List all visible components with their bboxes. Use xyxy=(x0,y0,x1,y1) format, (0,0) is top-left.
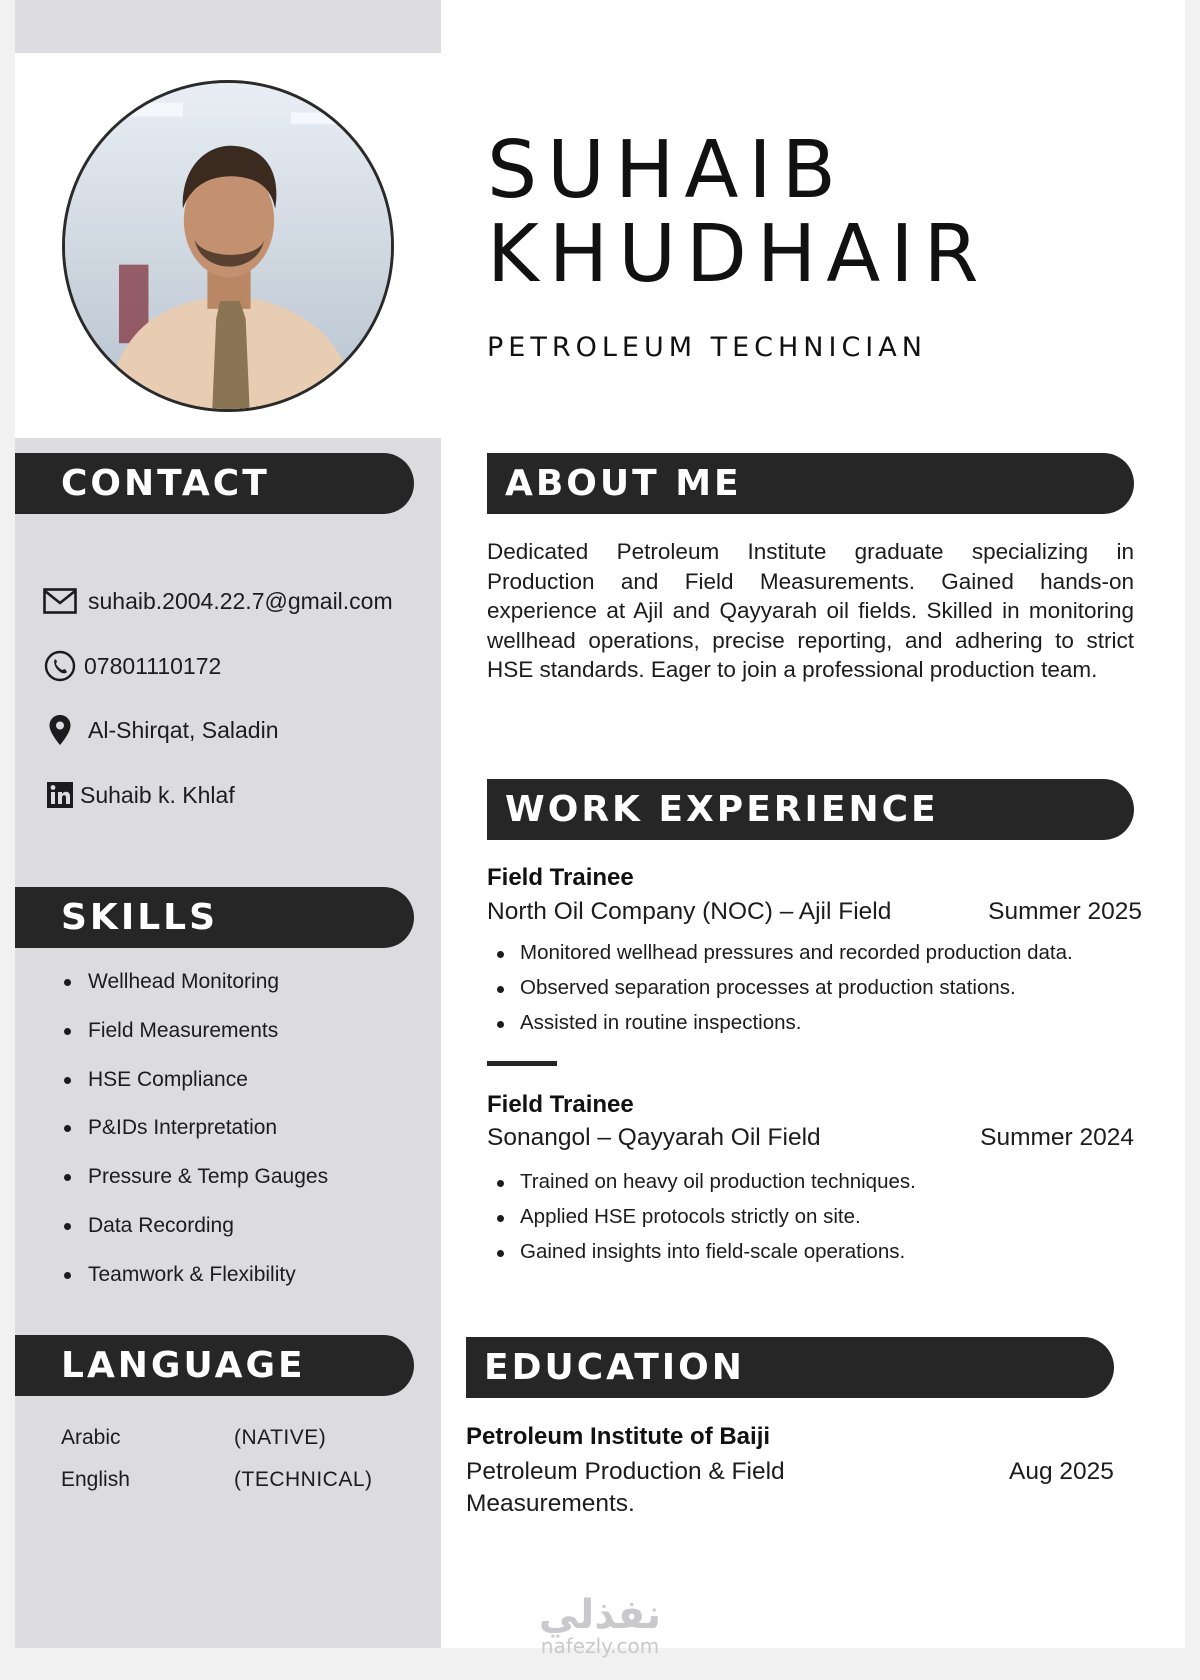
job-bullet: Gained insights into field-scale operations. xyxy=(497,1240,916,1275)
education-date: Aug 2025 xyxy=(1009,1458,1114,1485)
language-name: English xyxy=(61,1468,130,1491)
job-bullet: Applied HSE protocols strictly on site. xyxy=(497,1205,916,1240)
profile-photo xyxy=(62,80,394,412)
language-name: Arabic xyxy=(61,1426,121,1449)
watermark-logo xyxy=(520,1592,680,1658)
envelope-icon xyxy=(42,584,78,618)
job-bullet: Assisted in routine inspections. xyxy=(497,1011,1073,1046)
job-company: Sonangol – Qayyarah Oil Field xyxy=(487,1124,821,1151)
education-degree: Petroleum Production & Field Measurements. xyxy=(466,1458,785,1517)
contact-email-row xyxy=(42,584,393,618)
watermark-arabic: نفذلي xyxy=(538,1592,662,1638)
contact-heading: CONTACT xyxy=(15,453,414,514)
about-text: Dedicated Petroleum Institute graduate specializing in Production and Field Measurements. Gained hands-on experience at Ajil and Qayyarah oil fields. Skilled in monitoring wellhead operations, precise reporting, and adhering to strict HSE standards. Eager to join a professional production team. xyxy=(487,539,1134,682)
job-role: PETROLEUM TECHNICIAN xyxy=(487,332,927,363)
language-level: (TECHNICAL) xyxy=(234,1468,373,1491)
language-heading: LANGUAGE xyxy=(15,1335,414,1396)
job-title: Field Trainee xyxy=(487,1091,634,1118)
job-date: Summer 2025 xyxy=(988,898,1142,925)
language-level: (NATIVE) xyxy=(234,1426,327,1449)
skills-heading: SKILLS xyxy=(15,887,414,948)
skill-item: Field Measurements xyxy=(62,1019,328,1068)
watermark-latin: nafezly.com xyxy=(540,1634,660,1658)
full-name xyxy=(487,124,989,300)
job-bullet: Monitored wellhead pressures and recorded production data. xyxy=(497,941,1073,976)
education-heading: EDUCATION xyxy=(466,1337,1114,1398)
job-company: North Oil Company (NOC) – Ajil Field xyxy=(487,898,892,925)
skill-item: Data Recording xyxy=(62,1214,328,1263)
job-company-row xyxy=(487,898,1142,926)
language-row xyxy=(61,1426,327,1450)
first-name: SUHAIB xyxy=(487,124,846,216)
skill-item: Teamwork & Flexibility xyxy=(62,1263,328,1312)
skill-item: P&IDs Interpretation xyxy=(62,1116,328,1165)
location-pin-icon xyxy=(42,713,78,747)
education-school: Petroleum Institute of Baiji xyxy=(466,1423,771,1450)
skill-item: HSE Compliance xyxy=(62,1068,328,1117)
contact-location-row xyxy=(42,713,279,747)
last-name: KHUDHAIR xyxy=(487,208,989,300)
language-row xyxy=(61,1468,373,1492)
job-date: Summer 2024 xyxy=(980,1124,1134,1151)
contact-email[interactable]: suhaib.2004.22.7@gmail.com xyxy=(88,587,393,614)
contact-location: Al-Shirqat, Saladin xyxy=(88,716,279,743)
section-divider xyxy=(487,1061,557,1066)
job-bullet: Trained on heavy oil production techniques. xyxy=(497,1170,916,1205)
contact-linkedin-row xyxy=(42,778,235,812)
experience-heading: WORK EXPERIENCE xyxy=(487,779,1134,840)
job-company-row xyxy=(487,1124,1134,1152)
about-heading: ABOUT ME xyxy=(487,453,1134,514)
contact-phone-row xyxy=(42,649,221,683)
job-bullet: Observed separation processes at production stations. xyxy=(497,976,1073,1011)
linkedin-icon xyxy=(42,778,78,812)
skill-item: Pressure & Temp Gauges xyxy=(62,1165,328,1214)
job-bullets xyxy=(497,941,1073,1046)
job-title: Field Trainee xyxy=(487,864,634,891)
sidebar-top-band xyxy=(15,0,441,53)
skills-list xyxy=(62,970,328,1312)
skill-item: Wellhead Monitoring xyxy=(62,970,328,1019)
contact-phone[interactable]: 07801110172 xyxy=(84,652,222,679)
contact-linkedin[interactable]: Suhaib k. Khlaf xyxy=(80,781,235,808)
job-bullets xyxy=(497,1170,916,1275)
phone-icon xyxy=(42,649,78,683)
